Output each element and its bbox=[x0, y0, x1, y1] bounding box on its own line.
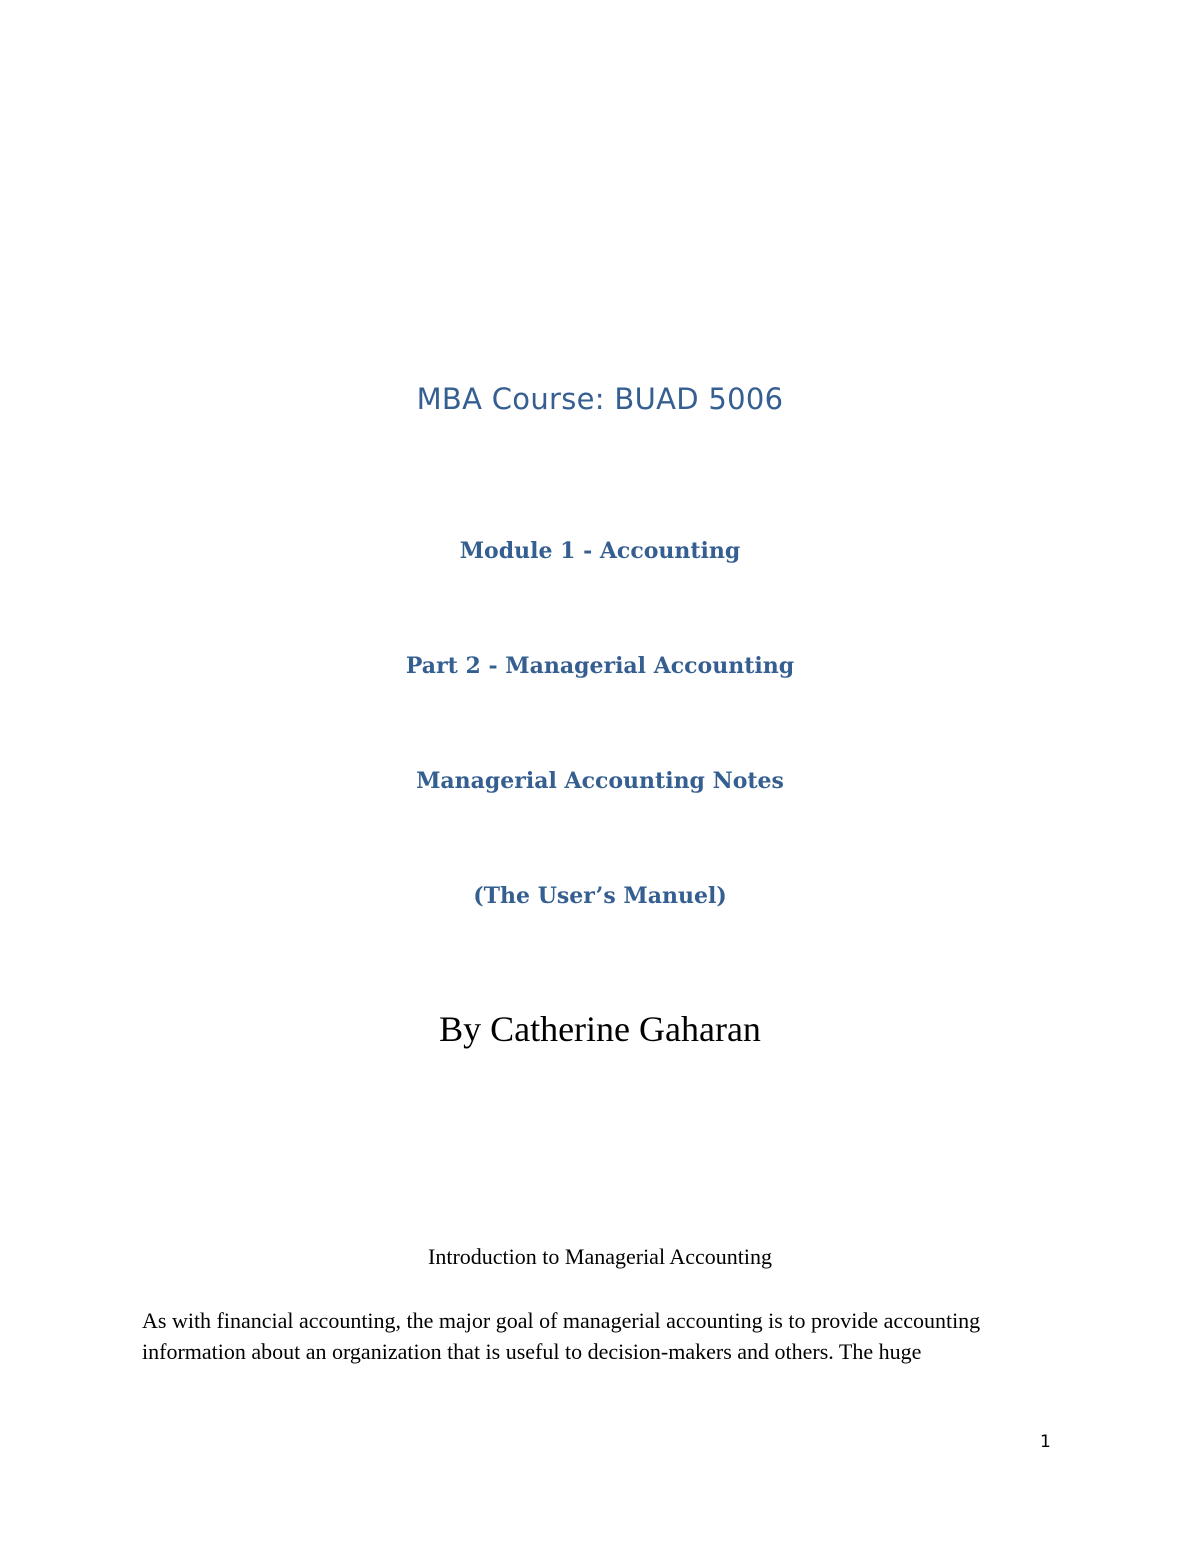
notes-title: Managerial Accounting Notes bbox=[416, 768, 784, 794]
body-paragraph bbox=[142, 1305, 1062, 1367]
author-name: By Catherine Gaharan bbox=[439, 1009, 761, 1049]
course-title: MBA Course: BUAD 5006 bbox=[416, 382, 784, 416]
page-number: 1 bbox=[1040, 1432, 1051, 1452]
manual-title: (The User’s Manuel) bbox=[473, 883, 727, 909]
body-line: information about an organization that is useful to decision-makers and others. The huge bbox=[142, 1339, 922, 1364]
part-title: Part 2 - Managerial Accounting bbox=[405, 653, 795, 679]
module-title: Module 1 - Accounting bbox=[459, 538, 741, 564]
body-line: As with financial accounting, the major goal of managerial accounting is to provide accounting bbox=[142, 1308, 981, 1333]
section-heading: Introduction to Managerial Accounting bbox=[428, 1244, 772, 1269]
